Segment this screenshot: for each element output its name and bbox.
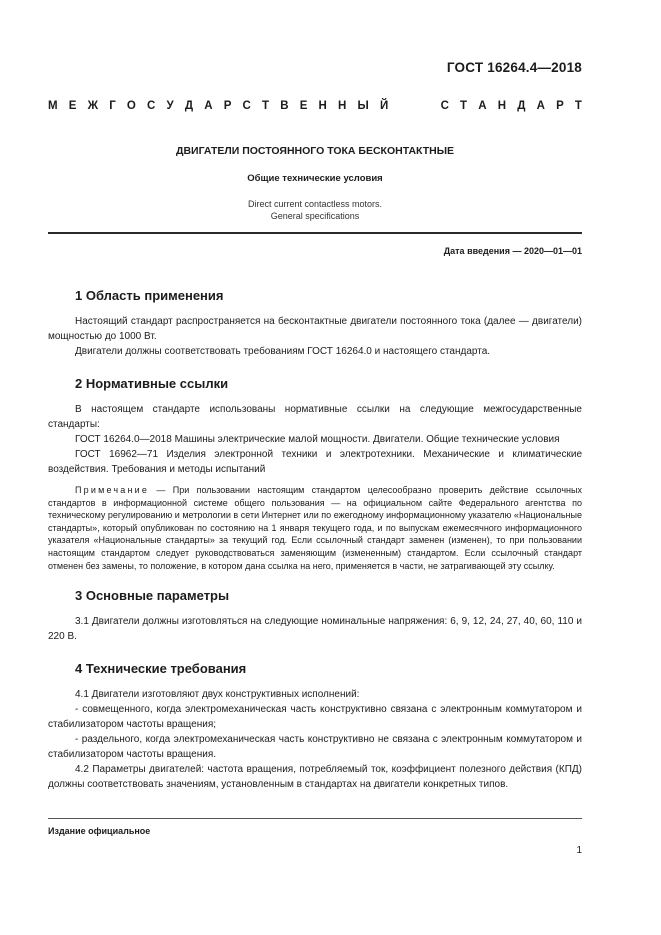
section-2-reference: ГОСТ 16264.0—2018 Машины электрические малой мощности. Двигатели. Общие технические условия [75,434,560,445]
banner-letter: У [166,100,174,112]
banner-letter: О [126,100,136,112]
introduction-date: Дата введения — 2020—01—01 [443,246,582,256]
section-1-paragraph: Двигатели должны соответствовать требованиям ГОСТ 16264.0 и настоящего стандарта. [75,346,491,357]
note-label: Примечание [75,485,150,495]
banner-letter: С [440,100,449,112]
banner-letter: Р [556,100,564,112]
banner-letter: Н [338,100,347,112]
banner-letter: Ж [87,100,99,112]
banner-letter: А [204,100,213,112]
banner-letter: Т [460,100,468,112]
page-number: 1 [576,845,582,856]
banner-letter: Г [109,100,116,112]
footer-divider [48,818,582,819]
banner-letter: С [242,100,251,112]
banner-letter: Д [184,100,194,112]
interstate-standard-banner [48,100,582,112]
banner-letter: Т [262,100,270,112]
section-3-paragraph: 3.1 Двигатели должны изготовляться на следующие номинальные напряжения: 6, 9, 12, 24, 27, 40, 60, 110 и 220 В. [48,616,582,643]
banner-letter: С [147,100,156,112]
title-divider [48,232,582,234]
banner-letter: Т [574,100,582,112]
banner-letter: Р [223,100,232,112]
note-block [48,484,582,572]
banner-letter: Д [517,100,526,112]
english-title [48,198,582,222]
english-title-line: Direct current contactless motors. [247,199,383,209]
banner-letter: Е [299,100,308,112]
banner-letter: Ы [357,100,369,112]
section-3-heading: 3 Основные параметры [75,588,230,604]
section-4-paragraph: 4.1 Двигатели изготовляют двух конструктивных исполнений: [75,689,360,701]
banner-letter: Е [68,100,77,112]
banner-letter: В [280,100,289,112]
section-4-list-item: - совмещенного, когда электромеханическая часть конструктивно связана с электронным коммутатором и стабилизатором частоты вращения; [48,704,582,731]
banner-letter: А [478,100,487,112]
banner-letter: М [48,100,58,112]
section-1-paragraph: Настоящий стандарт распространяется на бесконтактные двигатели постоянного тока (далее — двигатели) мощностью до 1000 Вт. [48,316,582,342]
banner-letter: Й [379,100,389,112]
section-4-list-item: - раздельного, когда электромеханическая часть конструктивно не связана с электронным коммутатором и стабилизатором частоты вращения. [48,734,582,761]
standard-number: ГОСТ 16264.4—2018 [446,60,582,75]
section-2-paragraph: В настоящем стандарте использованы нормативные ссылки на следующие межгосударственные стандарты: [48,404,582,430]
official-edition-label: Издание официальное [48,826,151,836]
english-title-line: General specifications [270,211,360,221]
note-text: — При пользовании настоящим стандартом целесообразно проверить действие ссылочных стандартов в информационной системе общего пользования — на официальном сайте Федерального агентства по техническому регулированию и метрологии в сети Интернет или по ежегодному информационному указателю «Национальные стандарты», который опубликован по состоянию на 1 января текущего года, и по выпускам ежемесячного информационного указателя «Национальные стандарты» за текущий год. Если ссылочный стандарт заменен (изменен), то при пользовании настоящим стандартом следует руководствоваться заменяющим (измененным) стандартом. Если ссылочный стандарт отменен без замены, то положение, в котором дана ссылка на него, применяется в части, не затрагивающей эту ссылку. [48,485,582,571]
section-1-heading: 1 Область применения [75,288,224,303]
document-title: ДВИГАТЕЛИ ПОСТОЯННОГО ТОКА БЕСКОНТАКТНЫЕ [175,145,454,157]
banner-letter: Н [497,100,507,112]
banner-letter: Н [318,100,327,112]
banner-letter: А [536,100,545,112]
banner-gap [399,100,429,112]
section-4-heading: 4 Технические требования [75,661,247,677]
section-2-reference: ГОСТ 16962—71 Изделия электронной техники и электротехники. Механические и климатические воздействия. Требования и методы испытаний [48,449,582,475]
document-subtitle: Общие технические условия [247,173,383,184]
document-body [48,286,582,792]
section-4-paragraph: 4.2 Параметры двигателей: частота вращения, потребляемый ток, коэффициент полезного действия (КПД) должны соответствовать значениям, установленным в стандартах на двигатели конкретных типов. [48,764,582,791]
section-2-heading: 2 Нормативные ссылки [75,376,229,391]
